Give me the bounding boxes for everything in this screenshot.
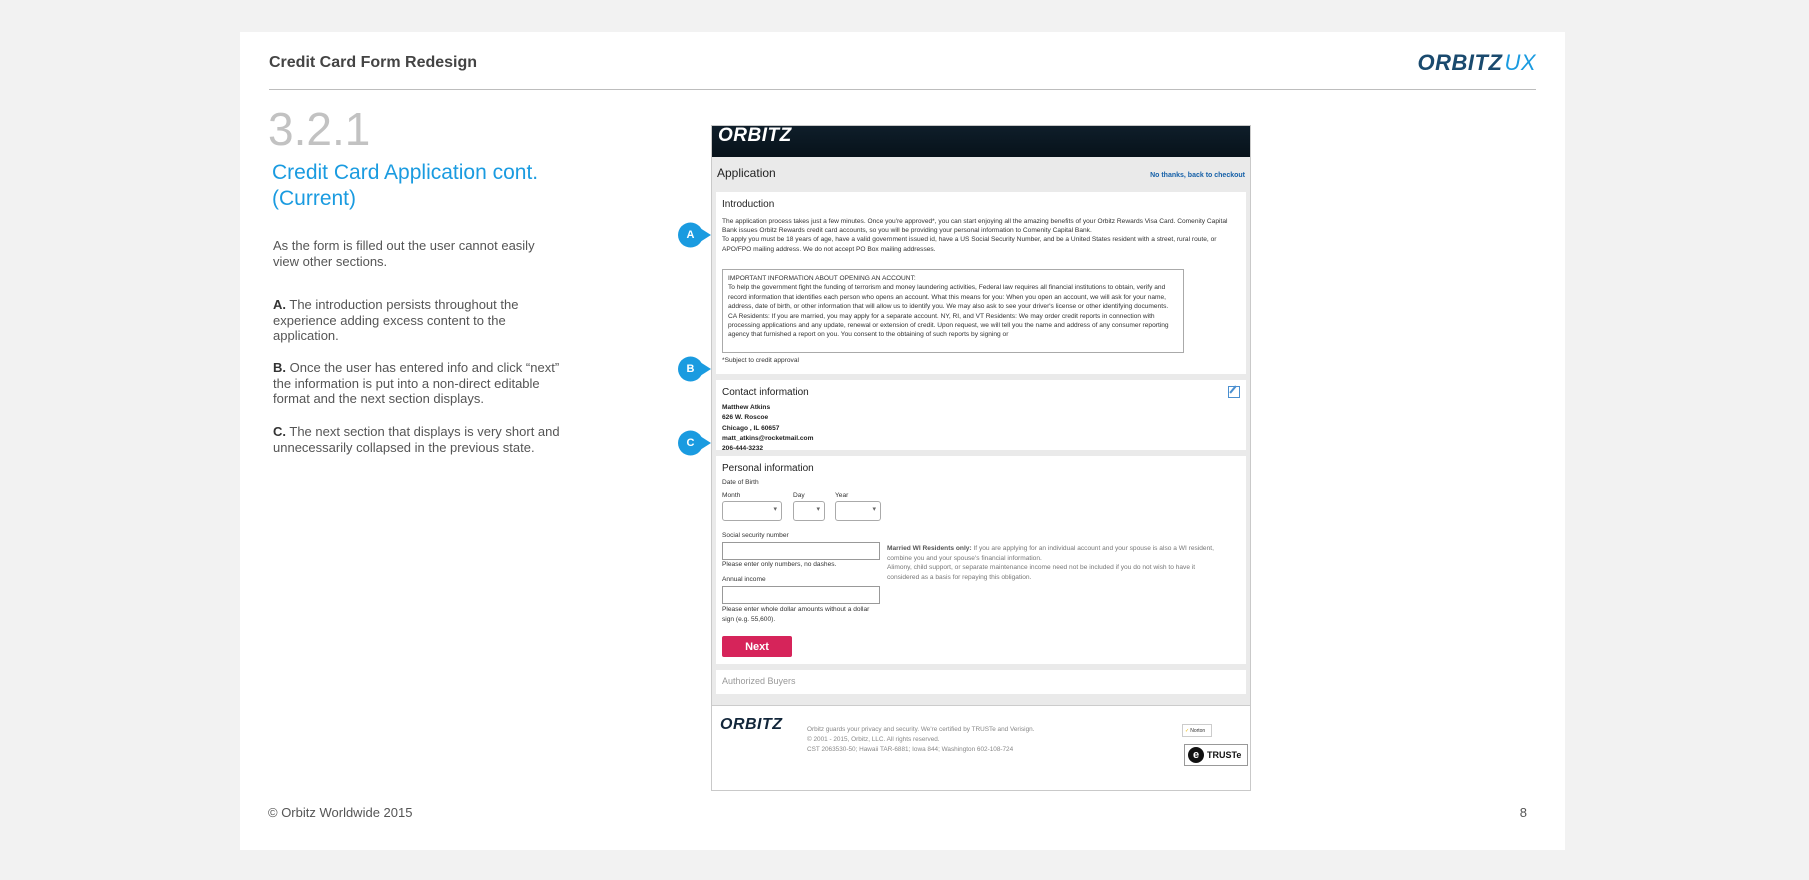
edit-icon[interactable] bbox=[1228, 386, 1240, 398]
back-to-checkout-link[interactable]: No thanks, back to checkout bbox=[1150, 172, 1245, 179]
subject-note: *Subject to credit approval bbox=[722, 357, 799, 364]
orbitz-footer-logo: ORBITZ bbox=[720, 716, 783, 733]
month-label: Month bbox=[722, 492, 741, 499]
section-intro: As the form is filled out the user cannot easily view other sections. bbox=[273, 238, 535, 269]
contact-details: Matthew Atkins 626 W. Roscoe Chicago , IL 60657 matt_atkins@rocketmail.com 206-444-3232 bbox=[722, 404, 814, 453]
important-info-box[interactable]: IMPORTANT INFORMATION ABOUT OPENING AN ACCOUNT: To help the government fight the funding of terrorism and money laundering activities, Federal law requires all financial institutions to obtain, verify and record information that identifies each person who opens an account. What this means for you: When you open an account, we will ask for your name, address, date of birth, or other information that will allow us to identify you. We may also ask to see your driver's license or other identifying documents. CA Residents: If you are married, you may apply for a separate account. NY, RI, and VT Residents: We may order credit reports in connection with processing applications and any update, renewal or extension of credit. Upon request, we will tell you the name and address of any consumer reporting agency that furnished a report on you. You consent to the obtaining of such reports by signing or bbox=[722, 269, 1184, 353]
introduction-heading: Introduction bbox=[722, 199, 775, 210]
income-input[interactable] bbox=[722, 586, 880, 604]
header-divider bbox=[269, 89, 1536, 90]
ssn-help: Please enter only numbers, no dashes. bbox=[722, 561, 837, 568]
introduction-panel bbox=[716, 192, 1246, 374]
year-label: Year bbox=[835, 492, 849, 499]
page-number: 8 bbox=[1519, 805, 1527, 820]
truste-badge: e TRUSTe bbox=[1184, 744, 1248, 766]
note-a: A. The introduction persists throughout the experience adding excess content to the application. bbox=[273, 297, 519, 343]
dob-label: Date of Birth bbox=[722, 479, 759, 486]
application-title: Application bbox=[717, 166, 776, 180]
brand-main: ORBITZ bbox=[1417, 50, 1503, 75]
deck-title: Credit Card Form Redesign bbox=[269, 54, 478, 71]
personal-heading: Personal information bbox=[722, 463, 814, 474]
application-body bbox=[712, 157, 1250, 705]
callout-marker-c: C bbox=[678, 428, 708, 458]
callout-marker-a: A bbox=[678, 220, 708, 250]
ssn-label: Social security number bbox=[722, 532, 789, 539]
day-select[interactable] bbox=[793, 501, 825, 521]
income-help: Please enter whole dollar amounts without a dollar sign (e.g. 55,600). bbox=[722, 606, 870, 623]
introduction-text: The application process takes just a few minutes. Once you're approved*, you can start enjoying all the amazing benefits of your Orbitz Rewards Visa Card. Comenity Capital Bank issues Orbitz Rewards credit card accounts, so you will be providing your personal information to Comenity Capital Bank. To apply you must be 18 years of age, have a valid government issued id, have a US Social Security Number, and be a United States resident with a street, rural route, or APO/FPO mailing address. We do not accept PO Box mailing addresses. bbox=[722, 218, 1228, 253]
month-select[interactable] bbox=[722, 501, 782, 521]
application-header bbox=[716, 157, 1246, 191]
authorized-buyers-panel[interactable] bbox=[716, 670, 1246, 694]
wi-residents-note: Married WI Residents only: If you are applying for an individual account and your spouse is also a WI resident, combine you and your spouse's financial information. Alimony, child support, or separate maintenance income need not be included if you do not wish to have it considered as a basis for repaying this obligation. bbox=[887, 545, 1214, 581]
next-button[interactable]: Next bbox=[722, 636, 792, 657]
callout-marker-b: B bbox=[678, 354, 708, 384]
section-number: 3.2.1 bbox=[268, 103, 371, 155]
personal-panel bbox=[716, 456, 1246, 664]
copyright: © Orbitz Worldwide 2015 bbox=[268, 805, 413, 820]
day-label: Day bbox=[793, 492, 805, 499]
screenshot-footer bbox=[712, 705, 1250, 791]
contact-heading: Contact information bbox=[722, 387, 809, 398]
norton-badge: ✓ Norton bbox=[1182, 724, 1212, 737]
orbitz-logo: ORBITZ bbox=[718, 125, 792, 146]
footer-legal-text: Orbitz guards your privacy and security. We're certified by TRUSTe and Verisign. © 2001 - 2015, Orbitz, LLC. All rights reserved. CST 2063530-50; Hawaii TAR-6881; Iowa 844; Washington 602-108-724 bbox=[807, 726, 1035, 754]
note-c: C. The next section that displays is very short and unnecessarily collapsed in the previous state. bbox=[273, 424, 560, 455]
slide bbox=[240, 32, 1565, 850]
authorized-buyers-heading: Authorized Buyers bbox=[722, 676, 796, 686]
year-select[interactable] bbox=[835, 501, 881, 521]
contact-panel bbox=[716, 380, 1246, 453]
note-b: B. Once the user has entered info and click “next” the information is put into a non-direct editable format and the next section displays. bbox=[273, 360, 560, 406]
section-title: Credit Card Application cont. (Current) bbox=[272, 161, 539, 210]
income-label: Annual income bbox=[722, 576, 766, 583]
ssn-input[interactable] bbox=[722, 542, 880, 560]
application-screenshot bbox=[711, 125, 1251, 791]
brand-sub: UX bbox=[1504, 50, 1536, 75]
orbitz-ux-logo bbox=[1418, 50, 1536, 76]
orbitz-header-bar bbox=[712, 126, 1250, 157]
